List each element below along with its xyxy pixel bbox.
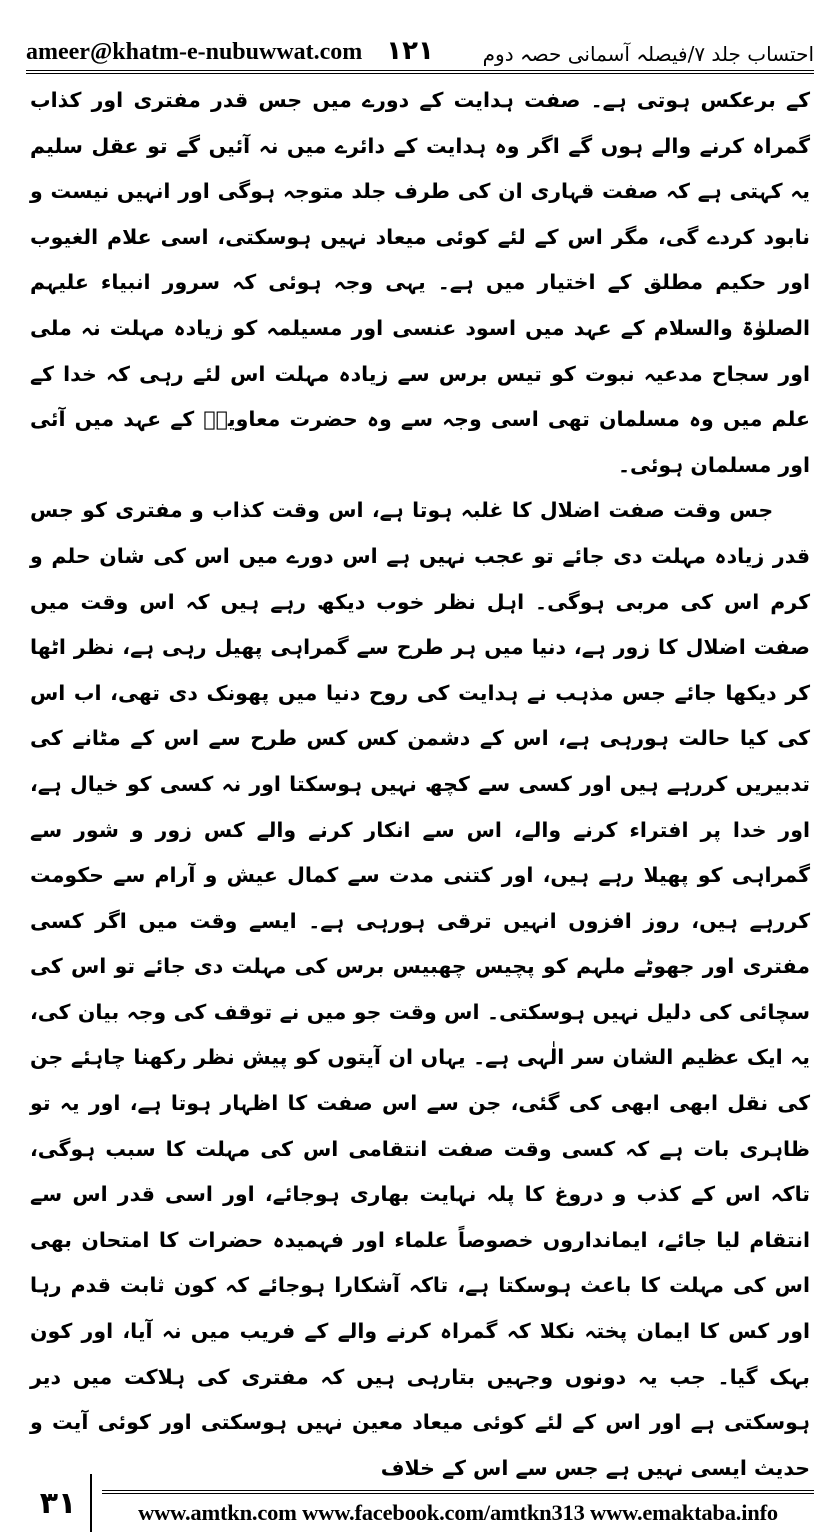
footer-website-links[interactable]: www.amtkn.com www.facebook.com/amtkn313 www.emaktaba.info — [102, 1490, 814, 1532]
paragraph-2: جس وقت صفت اضلال کا غلبہ ہوتا ہے، اس وقت کذاب و مفتری کو جس قدر زیادہ مہلت دی جائے تو عجب نہیں ہے اس دورے میں اس کی شان حلم و کرم اس کی مربی ہوگی۔ اہل نظر خوب دیکھ رہے ہیں کہ اس وقت میں صفت اضلال کا زور ہے، دنیا میں ہر طرح سے گمراہی پھیل رہی ہے، نظر اٹھا کر دیکھا جائے جس مذہب نے ہدایت کی روح دنیا میں پھونک دی تھی، اب اس کی کیا حالت ہورہی ہے، اس کے دشمن کس کس طرح سے اس کے مٹانے کی تدبیریں کررہے ہیں اور کسی سے کچھ نہیں ہوسکتا اور نہ کسی کو خیال ہے، اور خدا پر افتراء کرنے والے، اس سے انکار کرنے والے کس زور و شور سے گمراہی کو پھیلا رہے ہیں، اور کتنی مدت سے کمال عیش و آرام سے حکومت کررہے ہیں، روز افزوں انہیں ترقی ہورہی ہے۔ ایسے وقت میں اگر کسی مفتری اور جھوٹے ملہم کو پچیس چھبیس برس کی مہلت دی جائے تو اس کی سچائی کی دلیل نہیں ہوسکتی۔ اس وقت جو میں نے توقف کی وجہ بیان کی، یہ ایک عظیم الشان سر الٰہی ہے۔ یہاں ان آیتوں کو پیش نظر رکھنا چاہئے جن کی نقل ابھی ابھی کی گئی، جن سے اس صفت کا اظہار ہوتا ہے، اور یہ تو ظاہری بات ہے کہ کسی وقت صفت انتقامی اس کی مہلت کا سبب ہوگی، تاکہ اس کے کذب و دروغ کا پلہ نہایت بھاری ہوجائے، اور اسی قدر اس سے انتقام لیا جائے، ایمانداروں خصوصاً علماء اور فہمیدہ حضرات کا امتحان بھی اس کی مہلت کا باعث ہوسکتا ہے، تاکہ آشکارا ہوجائے کہ کون ثابت قدم رہا اور کس کا ایمان پختہ نکلا کہ گمراہ کرنے والے کے فریب میں نہ آیا، اور کون بہک گیا۔ جب یہ دونوں وجہیں بتارہی ہیں کہ مفتری کی ہلاکت میں دیر ہوسکتی ہے اور اس کے لئے کوئی میعاد معین نہیں ہوسکتی اور کوئی آیت و حدیث ایسی نہیں ہے جس سے اس کے خلاف — [30, 498, 810, 1480]
page-header — [26, 14, 814, 74]
header-left-group — [26, 36, 434, 66]
paragraph-1: کے برعکس ہوتی ہے۔ صفت ہدایت کے دورے میں جس قدر مفتری اور کذاب گمراہ کرنے والے ہوں گے اگر وہ ہدایت کے دائرے میں نہ آئیں گے تو عقل سلیم یہ کہتی ہے کہ صفت قہاری ان کی طرف جلد متوجہ ہوگی اور انہیں نیست و نابود کردے گی، مگر اس کے لئے کوئی میعاد نہیں ہوسکتی، اسی علام الغیوب اور حکیم مطلق کے اختیار میں ہے۔ یہی وجہ ہوئی کہ سرور انبیاء علیہم الصلوٰۃ والسلام کے عہد میں اسود عنسی اور مسیلمہ کو زیادہ مہلت نہ ملی اور سجاح مدعیہ نبوت کو تیس برس سے زیادہ مہلت اس لئے رہی کہ خدا کے علم میں وہ مسلمان تھی اسی وجہ سے وہ حضرت معاویہؓ کے عہد میں آئی اور مسلمان ہوئی۔ — [30, 88, 810, 477]
page-number: ۱۲۱ — [386, 36, 434, 66]
header-email[interactable]: ameer@khatm-e-nubuwwat.com — [26, 39, 363, 65]
running-title: احتساب جلد ۷/فیصلہ آسمانی حصہ دوم — [482, 42, 814, 66]
folio-number: ۳۱ — [26, 1474, 92, 1532]
body-text — [30, 78, 810, 1480]
page-footer — [26, 1474, 814, 1532]
